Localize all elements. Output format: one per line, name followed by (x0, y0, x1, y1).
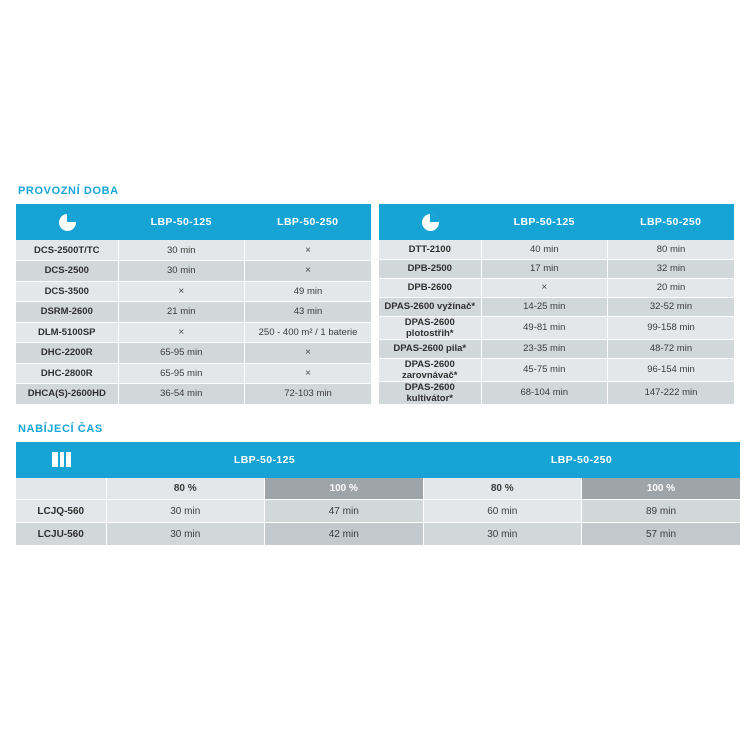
column-header-group-lbp50125: LBP-50-125 (106, 442, 423, 478)
subheader-80-lbp50125: 80 % (106, 478, 265, 500)
table-row (379, 278, 734, 297)
value-100-lbp50125: 42 min (265, 523, 424, 546)
value-lbp50250: 43 min (245, 302, 372, 323)
model-name: DLM-5100SP (16, 322, 118, 343)
table-row (16, 322, 371, 343)
value-lbp50250: × (245, 363, 372, 384)
value-lbp50125: 36-54 min (118, 384, 245, 405)
charger-name: LCJU-560 (16, 523, 106, 546)
value-lbp50250: × (245, 343, 372, 364)
charging-time-title: NABÍJECÍ ČAS (18, 422, 103, 435)
value-100-lbp50250: 89 min (582, 500, 741, 523)
value-lbp50125: 17 min (481, 259, 608, 278)
table-header-row (16, 442, 740, 478)
pie-chart-icon-cell (16, 204, 118, 240)
pie-chart-icon (422, 214, 439, 231)
value-lbp50125: 30 min (118, 261, 245, 282)
value-lbp50250: 49 min (245, 281, 372, 302)
model-name: DPB-2500 (379, 259, 481, 278)
table-row (16, 363, 371, 384)
model-name: DPAS-2600 kultivátor* (379, 381, 481, 404)
spec-tables (16, 185, 734, 546)
operating-time-tables (16, 204, 734, 405)
value-lbp50125: 23-35 min (481, 339, 608, 358)
model-name: DPAS-2600 vyžínač* (379, 297, 481, 316)
charging-time-table (16, 442, 740, 547)
model-name: DHCA(S)-2600HD (16, 384, 118, 405)
value-lbp50250: 48-72 min (608, 339, 735, 358)
table-subheader-row (16, 478, 740, 500)
value-lbp50250: 32-52 min (608, 297, 735, 316)
table-row (379, 381, 734, 404)
table-row (16, 500, 740, 523)
value-lbp50250: 99-158 min (608, 316, 735, 339)
value-lbp50250: 80 min (608, 240, 735, 259)
value-80-lbp50250: 30 min (423, 523, 582, 546)
battery-icon (52, 452, 71, 467)
column-header-lbp50125: LBP-50-125 (481, 204, 608, 240)
charger-name: LCJQ-560 (16, 500, 106, 523)
value-lbp50125: × (118, 322, 245, 343)
value-lbp50125: 21 min (118, 302, 245, 323)
subheader-100-lbp50250: 100 % (582, 478, 741, 500)
model-name: DHC-2800R (16, 363, 118, 384)
value-lbp50125: 45-75 min (481, 358, 608, 381)
table-row (16, 343, 371, 364)
column-header-group-lbp50250: LBP-50-250 (423, 442, 740, 478)
value-80-lbp50125: 30 min (106, 523, 265, 546)
value-lbp50125: 30 min (118, 240, 245, 261)
value-lbp50250: 32 min (608, 259, 735, 278)
table-row (379, 240, 734, 259)
model-name: DSRM-2600 (16, 302, 118, 323)
table-row (16, 523, 740, 546)
table-row (16, 384, 371, 405)
model-name: DPAS-2600 zarovnávač* (379, 358, 481, 381)
model-name: DHC-2200R (16, 343, 118, 364)
operating-time-table-left (16, 204, 371, 405)
value-lbp50125: 49-81 min (481, 316, 608, 339)
column-header-lbp50250: LBP-50-250 (245, 204, 372, 240)
value-lbp50125: 68-104 min (481, 381, 608, 404)
table-row (16, 261, 371, 282)
value-lbp50250: 72-103 min (245, 384, 372, 405)
model-name: DPAS-2600 plotostřih* (379, 316, 481, 339)
value-100-lbp50250: 57 min (582, 523, 741, 546)
table-row (379, 316, 734, 339)
value-80-lbp50125: 30 min (106, 500, 265, 523)
table-row (379, 339, 734, 358)
pie-chart-icon-cell (379, 204, 481, 240)
value-lbp50125: 65-95 min (118, 363, 245, 384)
model-name: DCS-2500 (16, 261, 118, 282)
pie-chart-icon (59, 214, 76, 231)
value-lbp50250: × (245, 261, 372, 282)
subheader-blank (16, 478, 106, 500)
table-row (16, 240, 371, 261)
value-lbp50125: 65-95 min (118, 343, 245, 364)
value-100-lbp50125: 47 min (265, 500, 424, 523)
value-lbp50250: × (245, 240, 372, 261)
table-header-row (379, 204, 734, 240)
table-row (379, 297, 734, 316)
operating-time-title: PROVOZNÍ DOBA (18, 185, 119, 197)
value-lbp50125: 14-25 min (481, 297, 608, 316)
model-name: DCS-2500T/TC (16, 240, 118, 261)
table-row (16, 302, 371, 323)
value-lbp50125: × (118, 281, 245, 302)
value-80-lbp50250: 60 min (423, 500, 582, 523)
subheader-100-lbp50125: 100 % (265, 478, 424, 500)
value-lbp50250: 20 min (608, 278, 735, 297)
table-row (16, 281, 371, 302)
model-name: DTT-2100 (379, 240, 481, 259)
value-lbp50250: 96-154 min (608, 358, 735, 381)
table-row (379, 259, 734, 278)
battery-icon-cell (16, 442, 106, 478)
value-lbp50125: × (481, 278, 608, 297)
value-lbp50125: 40 min (481, 240, 608, 259)
value-lbp50250: 147-222 min (608, 381, 735, 404)
value-lbp50250: 250 - 400 m² / 1 baterie (245, 322, 372, 343)
subheader-80-lbp50250: 80 % (423, 478, 582, 500)
model-name: DPAS-2600 pila* (379, 339, 481, 358)
model-name: DCS-3500 (16, 281, 118, 302)
table-row (379, 358, 734, 381)
model-name: DPB-2600 (379, 278, 481, 297)
operating-time-table-right (379, 204, 734, 405)
table-header-row (16, 204, 371, 240)
column-header-lbp50250: LBP-50-250 (608, 204, 735, 240)
column-header-lbp50125: LBP-50-125 (118, 204, 245, 240)
